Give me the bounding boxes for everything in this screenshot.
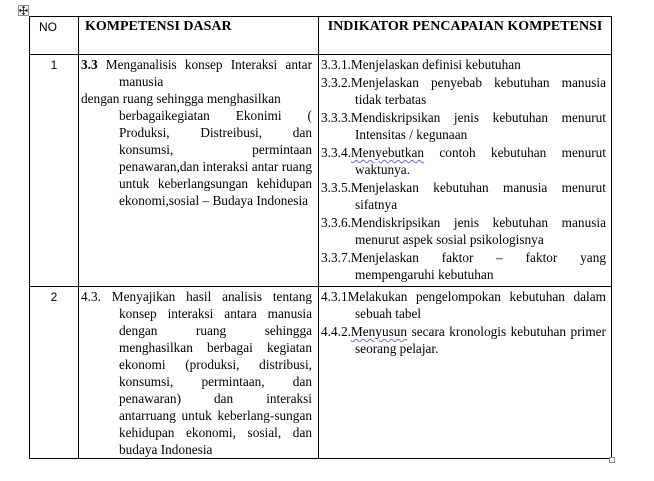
- indikator-item: 3.3.3.Mendiskripsikan jenis kebutuhan menurut Intensitas / kegunaan: [321, 110, 606, 142]
- spellcheck-word: Menyusun: [350, 324, 408, 339]
- indikator-cell[interactable]: [319, 55, 612, 287]
- indikator-item: 3.3.6.Mendiskripsikan jenis kebutuhan manusia menurut aspek sosial psikologisnya: [321, 215, 606, 247]
- table-row: [30, 55, 612, 287]
- kd-line-3: berbagaikegiatan Ekonimi ( Produksi, Distreibusi, dan konsumsi, permintaan penawaran,dan interaksi antar ruang untuk keberlangsungan kehidupan ekonomi,sosial – Budaya Indonesia: [119, 108, 312, 208]
- indikator-item: 3.3.2.Menjelaskan penyebab kebutuhan manusia tidak terbatas: [321, 75, 606, 107]
- indikator-item: 4.4.2.Menyusun secara kronologis kebutuhan primer seorang pelajar.: [321, 324, 606, 356]
- kd-number: 3.3: [81, 57, 98, 72]
- kd-line-2: dengan ruang sehingga menghasilkan: [81, 91, 281, 106]
- competency-table: [29, 16, 612, 459]
- indikator-item: 3.3.4.Menyebutkan contoh kebutuhan menurut waktunya.: [321, 145, 606, 177]
- indikator-cell[interactable]: [319, 287, 612, 459]
- row-number: 2: [30, 287, 79, 459]
- row-number: 1: [30, 55, 79, 287]
- header-no: NO: [30, 17, 79, 55]
- header-indikator: INDIKATOR PENCAPAIAN KOMPETENSI: [319, 17, 612, 55]
- kd-paragraph: 4.3. Menyajikan hasil analisis tentang konsep interaksi antara manusia dengan ruang sehingga menghasilkan berbagai kegiatan ekonomi (produksi, distribusi, konsumsi, permintaan, dan penawaran) dan interaksi antarruang untuk keberlang-sungan kehidupan ekonomi, sosial, dan budaya Indonesia: [81, 289, 312, 457]
- table-move-handle-icon[interactable]: [18, 5, 29, 16]
- table-row: [30, 287, 612, 459]
- kd-paragraph: [81, 56, 312, 90]
- indikator-item: 3.3.5.Menjelaskan kebutuhan manusia menurut sifatnya: [321, 180, 606, 212]
- header-row: [30, 17, 612, 55]
- kompetensi-dasar-cell[interactable]: [79, 287, 319, 459]
- kd-line-1: Menganalisis konsep Interaksi antar manusia: [97, 57, 312, 89]
- indikator-item: 3.3.1.Menjelaskan definisi kebutuhan: [321, 57, 521, 72]
- indikator-item: 3.3.7.Menjelaskan faktor – faktor yang mempengaruhi kebutuhan: [321, 250, 606, 282]
- kompetensi-dasar-cell[interactable]: [79, 55, 319, 287]
- header-kompetensi-dasar: KOMPETENSI DASAR: [79, 17, 319, 55]
- indikator-item: 4.3.1Melakukan pengelompokan kebutuhan dalam sebuah tabel: [321, 289, 606, 321]
- table-resize-handle-icon[interactable]: [609, 457, 615, 463]
- spellcheck-word: Menyebutkan: [350, 145, 425, 160]
